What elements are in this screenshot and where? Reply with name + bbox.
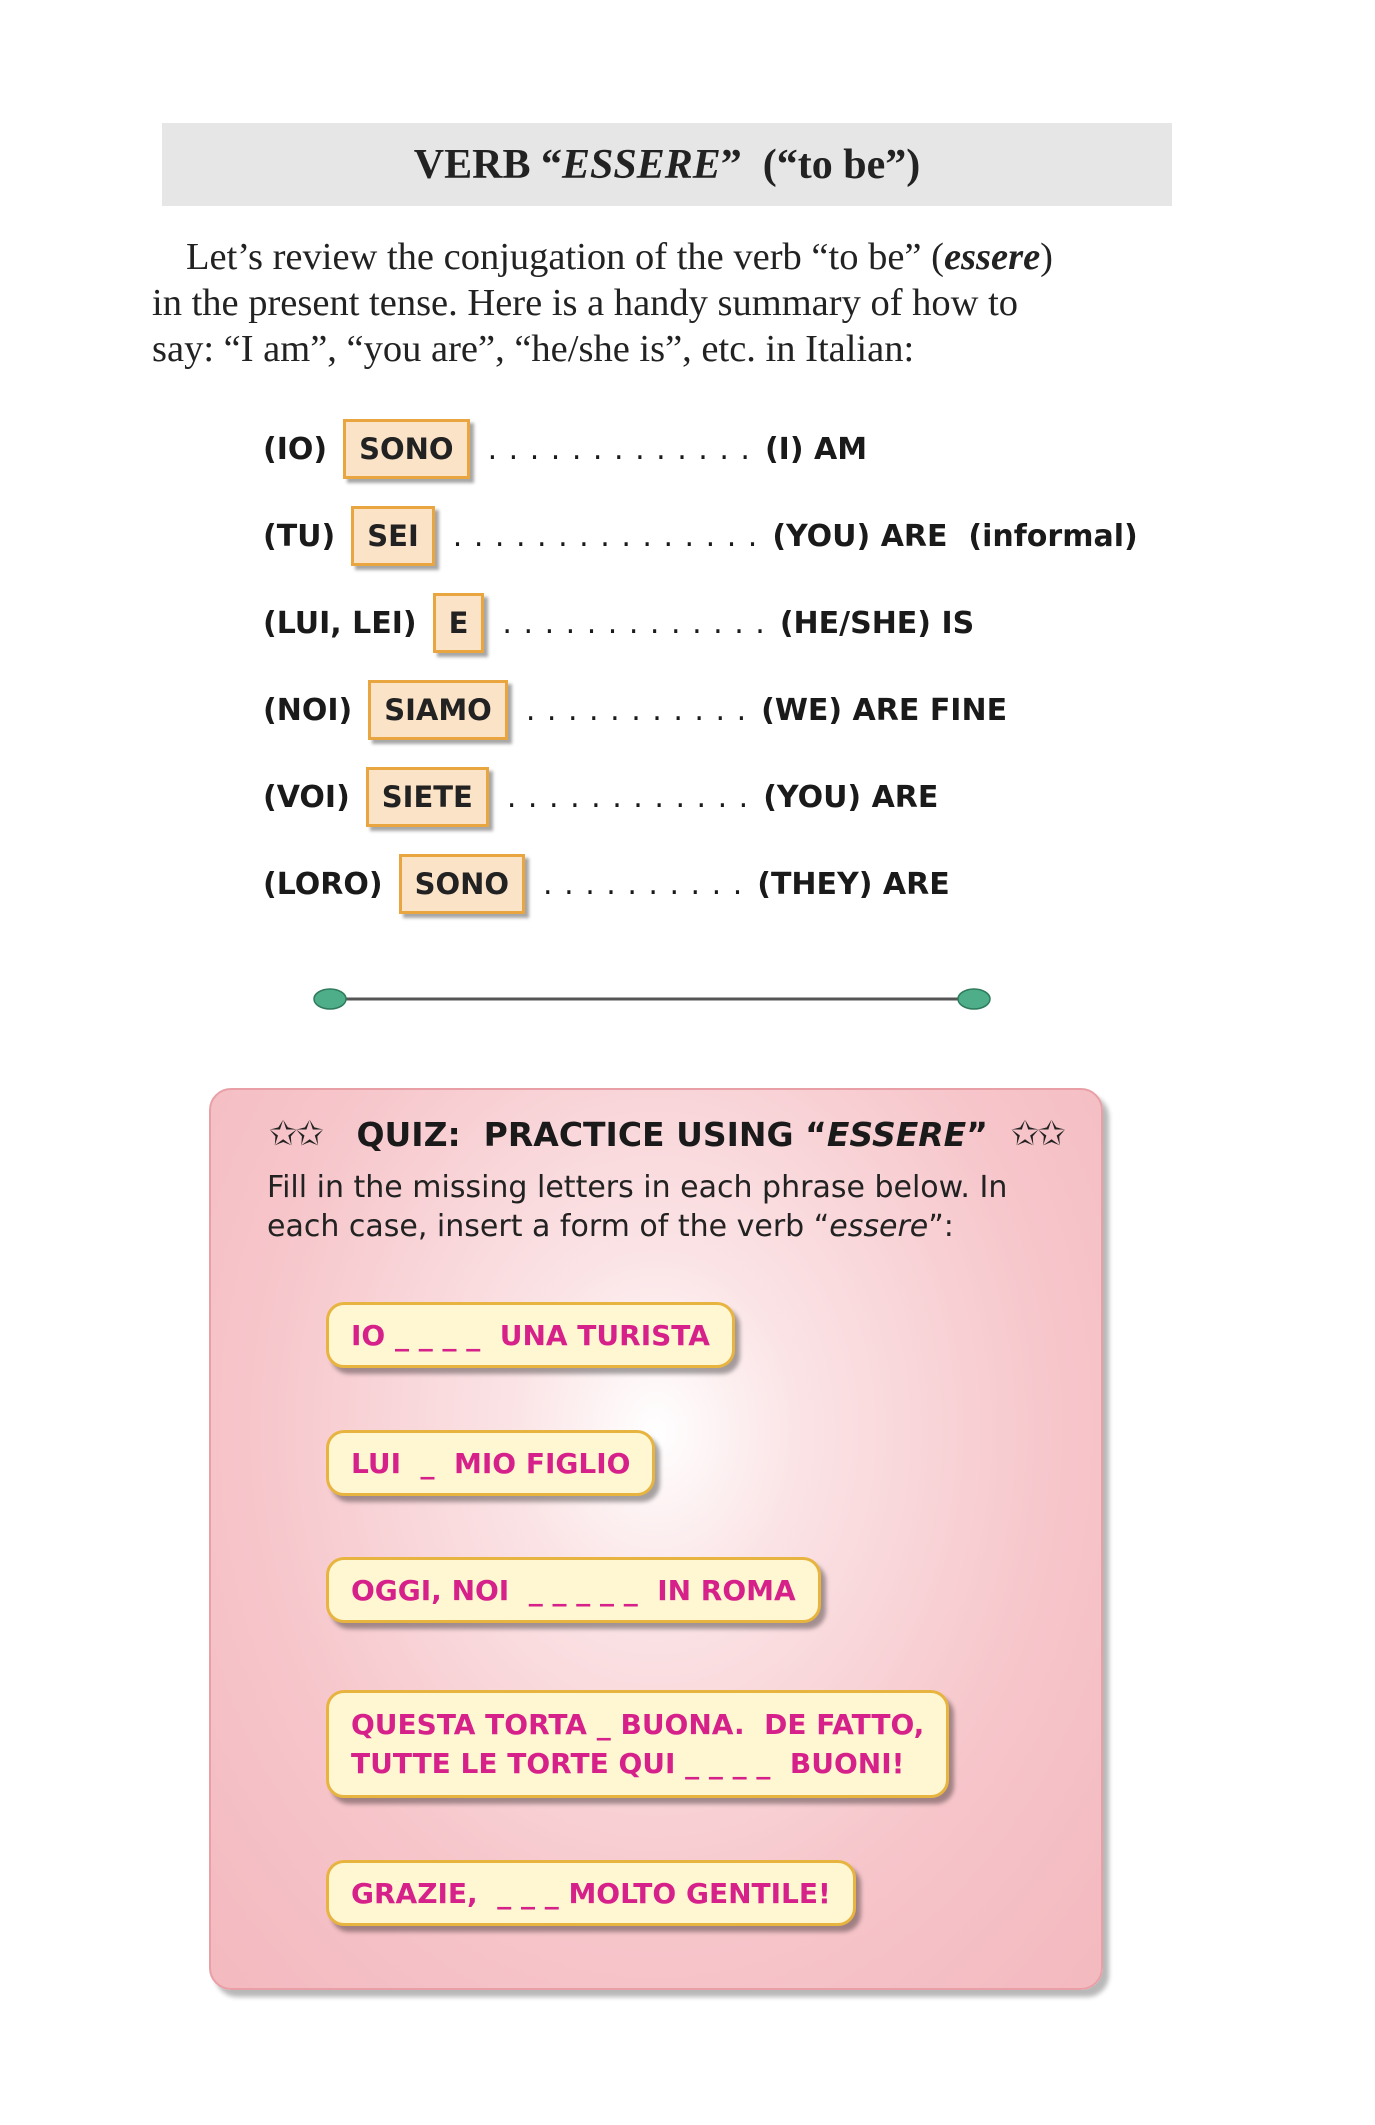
verb-form-box: SONO [399, 854, 525, 914]
conjugation-row [263, 854, 950, 914]
quiz-phrase-text: GRAZIE, _ _ _ MOLTO GENTILE! [351, 1876, 831, 1910]
quiz-instructions [267, 1168, 1067, 1246]
section-divider [312, 987, 992, 1013]
english-translation: (YOU) ARE (informal) [772, 518, 1138, 554]
intro-verb: essere [943, 236, 1041, 278]
quiz-phrase[interactable] [326, 1430, 655, 1496]
intro-line-1 [152, 234, 1172, 280]
quiz-phrase[interactable] [326, 1690, 949, 1798]
leader-dots: . . . . . . . . . . . [525, 692, 748, 728]
english-translation: (THEY) ARE [757, 866, 950, 902]
page-title [414, 141, 920, 189]
quiz-phrase[interactable] [326, 1302, 735, 1368]
pronoun: (LUI, LEI) [263, 605, 417, 641]
quiz-phrase[interactable] [326, 1860, 856, 1926]
verb-form-box: SONO [343, 419, 469, 479]
verb-form-box: E [433, 593, 485, 653]
conjugation-row [263, 506, 1138, 566]
quiz-phrase-text: QUESTA TORTA _ BUONA. DE FATTO, [351, 1708, 925, 1741]
english-translation: (YOU) ARE [763, 779, 939, 815]
quiz-phrase[interactable] [326, 1557, 821, 1623]
pronoun: (VOI) [263, 779, 350, 815]
pronoun: (NOI) [263, 692, 353, 728]
leader-dots: . . . . . . . . . . [543, 866, 744, 902]
verb-form-box: SIETE [366, 767, 489, 827]
intro-text-a: Let’s review the conjugation of the verb “to be” ( [186, 236, 944, 278]
conjugation-row [263, 767, 938, 827]
english-translation: (WE) ARE FINE [761, 692, 1008, 728]
leader-dots: . . . . . . . . . . . . . [487, 431, 751, 467]
intro-text-c: ) [1040, 236, 1053, 278]
title-suffix: ” (“to be”) [720, 141, 921, 188]
pronoun: (LORO) [263, 866, 383, 902]
verb-form-box: SEI [351, 506, 435, 566]
conjugation-row [263, 680, 1007, 740]
conjugation-row [263, 593, 974, 653]
quiz-title-close-quote: ” [966, 1114, 988, 1154]
instr-verb: essere [829, 1209, 929, 1244]
verb-form-box: SIAMO [368, 680, 508, 740]
instr-end: ”: [928, 1209, 954, 1244]
leader-dots: . . . . . . . . . . . . . [502, 605, 766, 641]
english-translation: (I) AM [764, 431, 868, 467]
english-translation: (HE/SHE) IS [779, 605, 975, 641]
star-icon: ✩✩ [1010, 1114, 1064, 1154]
quiz-phrase-text: LUI _ MIO FIGLIO [351, 1446, 631, 1480]
intro-line-3: say: “I am”, “you are”, “he/she is”, etc. in Italian: [152, 328, 915, 370]
divider-knob-left-icon [314, 989, 346, 1009]
intro-line-2: in the present tense. Here is a handy summary of how to [152, 282, 1019, 324]
quiz-title [269, 1114, 1064, 1154]
leader-dots: . . . . . . . . . . . . [506, 779, 750, 815]
pronoun: (IO) [263, 431, 328, 467]
quiz-title-verb: ESSERE [826, 1114, 967, 1154]
title-bar [162, 123, 1172, 206]
quiz-title-text: QUIZ: PRACTICE USING “ [356, 1114, 827, 1154]
divider-knob-right-icon [958, 989, 990, 1009]
quiz-phrase-text: OGGI, NOI _ _ _ _ _ IN ROMA [351, 1573, 796, 1607]
title-prefix: VERB “ [413, 141, 562, 188]
star-icon: ✩✩ [269, 1114, 322, 1154]
intro-paragraph [152, 234, 1172, 372]
conjugation-row [263, 419, 867, 479]
quiz-phrase-text: IO _ _ _ _ UNA TURISTA [351, 1318, 710, 1352]
quiz-panel [209, 1088, 1103, 1990]
title-verb: ESSERE [561, 141, 721, 188]
leader-dots: . . . . . . . . . . . . . . . [452, 518, 759, 554]
pronoun: (TU) [263, 518, 336, 554]
instr-text: Fill in the missing letters in each phrase below. In each case, insert a form of the verb “ [267, 1170, 1008, 1244]
quiz-phrase-text: TUTTE LE TORTE QUI _ _ _ _ BUONI! [351, 1747, 905, 1780]
